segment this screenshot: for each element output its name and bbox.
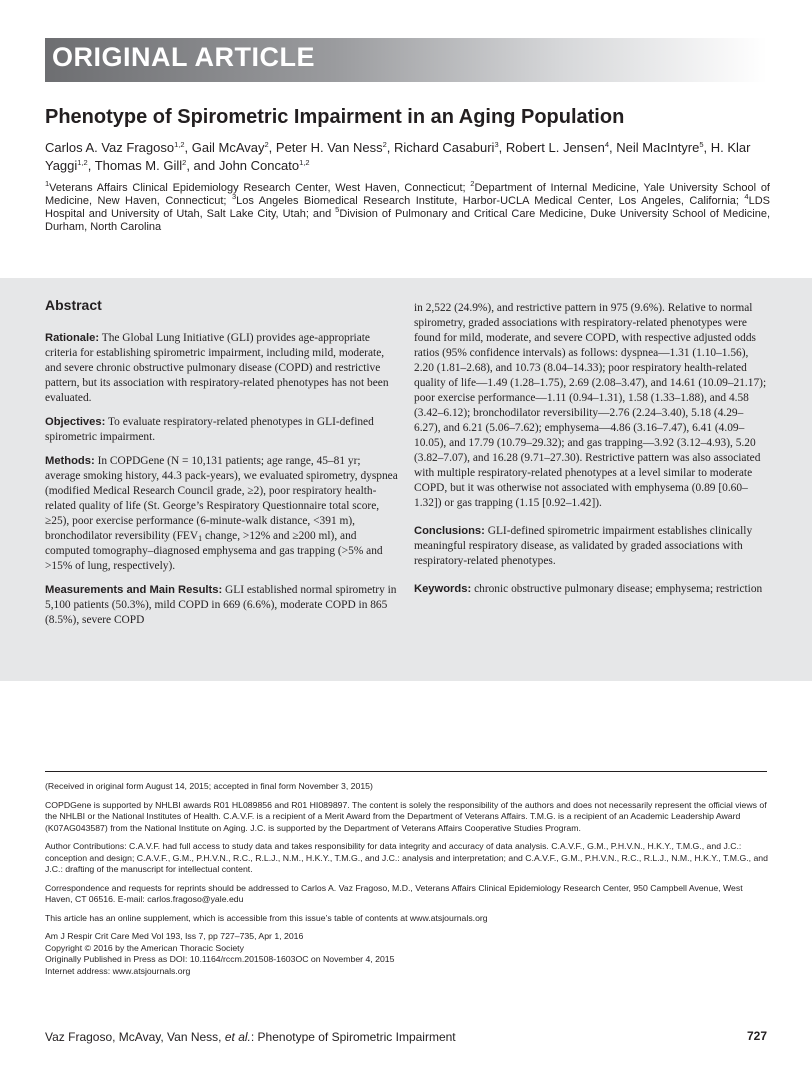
results-label: Measurements and Main Results: xyxy=(45,584,223,596)
rationale-label: Rationale: xyxy=(45,332,100,344)
methods-label: Methods: xyxy=(45,455,95,467)
author-name: Peter H. Van Ness xyxy=(275,140,383,155)
internet-address: Internet address: www.atsjournals.org xyxy=(45,965,191,976)
objectives-label: Objectives: xyxy=(45,416,106,428)
abstract-heading: Abstract xyxy=(45,297,102,313)
keywords-text: chronic obstructive pulmonary disease; emphysema; restriction xyxy=(474,583,763,595)
author-affiliation-marker: 4 xyxy=(604,140,610,149)
journal-citation: Am J Respir Crit Care Med Vol 193, Iss 7, pp 727–735, Apr 1, 2016 xyxy=(45,931,304,941)
author-name: H. Klar Yaggi xyxy=(45,140,751,173)
funding-note: COPDGene is supported by NHLBI awards R01 HL089856 and R01 HI089897. The content is solely the responsibility of the authors and does not necessarily represent the official views of the NHLBI or the National Institutes of Health. C.A.V.F. is a recipient of a Merit Award from the Department of Veterans Affairs. T.M.G. is a recipient of an Academic Leadership Award (K07AG043587) from the National Institute on Aging. J.C. is supported by the Department of Veterans Affairs Cooperative Studies Program. xyxy=(45,799,767,833)
affiliations xyxy=(45,179,770,234)
published-line: Originally Published in Press as DOI: 10.1164/rccm.201508-1603OC on November 4, 2015 xyxy=(45,954,395,964)
results-text: GLI established normal spirometry in 5,100 patients (50.3%), mild COPD in 669 (6.6%), moderate COPD in 865 (8.5%), severe COPD xyxy=(45,584,397,626)
footnote-divider xyxy=(45,771,767,772)
affiliation-marker: 3 xyxy=(231,192,237,201)
author-separator: , xyxy=(87,158,95,173)
results-paragraph-continued xyxy=(414,301,767,511)
affiliation-text: Los Angeles Biomedical Research Institute, Harbor-UCLA Medical Center, Los Angeles, California; xyxy=(236,195,745,207)
objectives-paragraph xyxy=(45,415,398,445)
author-affiliation-marker: 2 xyxy=(264,140,269,149)
author-affiliation-marker: 2 xyxy=(182,158,187,167)
affiliation-text: LDS Hospital and University of Utah, Salt Lake City, Utah; and xyxy=(45,195,770,220)
running-title: : Phenotype of Spirometric Impairment xyxy=(250,1030,456,1044)
author-separator: , xyxy=(184,140,192,155)
author-affiliation-marker: 5 xyxy=(699,140,704,149)
author-separator: , and xyxy=(186,158,219,173)
conclusions-text: GLI-defined spirometric impairment establishes clinically meaningful respiratory disease, as validated by graded associations with respiratory-related phenotypes. xyxy=(414,525,753,567)
methods-text: In COPDGene (N = 10,131 patients; age range, 45–81 yr; average smoking history, 44.3 pack-years), we evaluated spirometry, dyspnea (modified Medical Research Council grade, ≥2), poor respiratory health-related quality of life (St. George’s Respiratory Questionnaire total score, ≥25), poor exercise performance (6-minute-walk distance, <391 m), bronchodilator reversibility (FEV xyxy=(45,455,398,542)
methods-text-continued: change, >12% and ≥200 ml), and computed tomography–diagnosed emphysema and gas trapping (>5% and >15% of lung, respectively). xyxy=(45,530,383,572)
author-affiliation-marker: 1,2 xyxy=(174,140,185,149)
author-name: Richard Casaburi xyxy=(394,140,495,155)
author-affiliation-marker: 1,2 xyxy=(299,158,310,167)
page-number: 727 xyxy=(746,1029,767,1043)
affiliation-marker: 1 xyxy=(45,179,50,188)
abstract-column-left xyxy=(45,331,398,637)
running-authors: Vaz Fragoso, McAvay, Van Ness, xyxy=(45,1030,225,1044)
correspondence-note: Correspondence and requests for reprints should be addressed to Carlos A. Vaz Fragoso, M.D., Veterans Affairs Clinical Epidemiology Research Center, 950 Campbell Avenue, West Haven, CT 06516. E-mail: carlos.fragoso@yale.edu xyxy=(45,882,743,904)
affiliation-marker: 5 xyxy=(335,205,340,214)
running-footer xyxy=(45,1030,456,1044)
author-name: Gail McAvay xyxy=(191,140,265,155)
author-list xyxy=(45,139,775,175)
author-separator: , xyxy=(386,140,395,155)
conclusions-paragraph xyxy=(414,524,767,569)
rationale-text: The Global Lung Initiative (GLI) provides age-appropriate criteria for establishing spirometric impairment, including mild, moderate, and severe chronic obstructive pulmonary disease (COPD) and restrictive pattern, but its association with respiratory-related phenotypes has not been evaluated. xyxy=(45,332,389,404)
objectives-text: To evaluate respiratory-related phenotypes in GLI-defined spirometric impairment. xyxy=(45,416,374,443)
author-name: Robert L. Jensen xyxy=(505,140,605,155)
author-affiliation-marker: 3 xyxy=(494,140,499,149)
affiliation-text: Veterans Affairs Clinical Epidemiology Research Center, West Haven, Connecticut; xyxy=(49,182,471,194)
banner-label: ORIGINAL ARTICLE xyxy=(52,42,315,72)
fev-subscript: 1 xyxy=(198,534,203,543)
supplement-note: This article has an online supplement, which is accessible from this issue’s table of contents at www.atsjournals.org xyxy=(45,912,488,923)
article-type-banner xyxy=(45,38,767,82)
affiliation-text: Department of Internal Medicine, Yale University School of Medicine, New Haven, Connecticut; xyxy=(45,182,770,207)
keywords-label: Keywords: xyxy=(414,583,472,595)
methods-paragraph xyxy=(45,454,398,574)
rationale-paragraph xyxy=(45,331,398,406)
author-name: John Concato xyxy=(218,158,300,173)
affiliation-text: Division of Pulmonary and Critical Care Medicine, Duke University School of Medicine, Durham, North Carolina xyxy=(45,208,770,233)
abstract-column-right xyxy=(414,301,767,606)
affiliation-marker: 2 xyxy=(470,179,475,188)
affiliation-marker: 4 xyxy=(744,192,749,201)
received-dates: (Received in original form August 14, 2015; accepted in final form November 3, 2015) xyxy=(45,781,373,791)
author-name: Neil MacIntyre xyxy=(616,140,700,155)
author-affiliation-marker: 1,2 xyxy=(77,158,88,167)
conclusions-label: Conclusions: xyxy=(414,525,485,537)
author-separator: , xyxy=(498,140,506,155)
author-separator: , xyxy=(609,140,617,155)
et-al: et al. xyxy=(224,1030,251,1044)
author-contributions: Author Contributions: C.A.V.F. had full access to study data and takes responsibility for data integrity and accuracy of data analysis. C.A.V.F., G.M., P.H.V.N., H.K.Y., T.M.G., and J.C.: conception and design; C.A.V.F., G.M., P.H.V.N., R.C., R.L.J., N.M., H.K.Y., T.M.G., and J.C.: analysis and interpretation; and C.A.V.F., G.M., P.H.V.N., R.C., R.L.J., N.M., H.K.Y., T.M.G., and J.C.: drafting of the manuscript for intellectual content. xyxy=(45,841,768,874)
author-separator: , xyxy=(703,140,711,155)
article-title: Phenotype of Spirometric Impairment in an Aging Population xyxy=(45,106,625,128)
results-text-continued: in 2,522 (24.9%), and restrictive pattern in 975 (9.6%). Relative to normal spirometry, graded associations with respiratory-related phenotypes were found for mild, moderate, and severe COPD, with respective adjusted odds ratios (95% confidence intervals) as follows: dyspnea—1.31 (1.10–1.56), 2.20 (1.81–2.68), and 10.73 (8.04–14.33); poor respiratory health-related quality of life—1.49 (1.28–1.75), 2.69 (2.08–3.47), and 14.61 (10.09–21.17); poor exercise performance—1.11 (0.94–1.31), 1.58 (1.33–1.88), and 4.58 (3.42–6.12); bronchodilator reversibility—2.76 (2.24–3.40), 5.18 (4.29–6.27), and 6.21 (5.06–7.62); emphysema—4.86 (3.16–7.47), 6.41 (4.09–10.05), and 17.79 (10.79–29.32); and gas trapping—3.92 (3.12–4.93), 5.20 (3.82–7.07), and 16.28 (9.71–27.30). Restrictive pattern was also associated with multiple respiratory-related phenotypes at a level similar to moderate COPD, but it was otherwise not associated with emphysema (0.89 [0.60–1.32]) or gas trapping (1.15 [0.92–1.42]). xyxy=(414,302,767,509)
footnotes xyxy=(45,781,772,977)
author-separator: , xyxy=(268,140,276,155)
author-affiliation-marker: 2 xyxy=(382,140,387,149)
keywords-paragraph xyxy=(414,582,767,597)
author-name: Thomas M. Gill xyxy=(94,158,183,173)
results-paragraph xyxy=(45,583,398,628)
author-name: Carlos A. Vaz Fragoso xyxy=(45,140,175,155)
copyright-line: Copyright © 2016 by the American Thoracic Society xyxy=(45,942,244,953)
